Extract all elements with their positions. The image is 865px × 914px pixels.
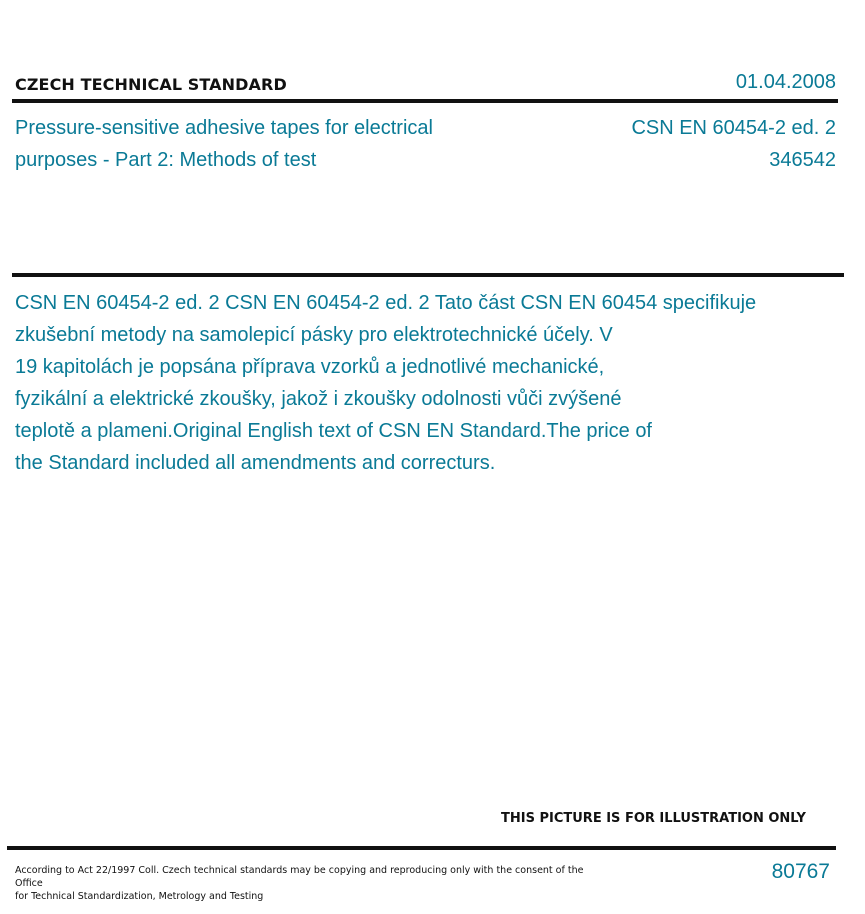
description-line: CSN EN 60454-2 ed. 2 CSN EN 60454-2 ed. 2 Tato část CSN EN 60454 specifikuje bbox=[15, 292, 757, 314]
document-identifiers bbox=[631, 112, 836, 176]
standard-designation: CSN EN 60454-2 ed. 2 bbox=[631, 117, 836, 139]
description-line: 19 kapitolách je popsána příprava vzorků a jednotlivé mechanické, bbox=[15, 356, 605, 378]
legal-notice-line-2: for Technical Standardization, Metrology and Testing bbox=[15, 891, 264, 902]
document-title-line-2: purposes - Part 2: Methods of test bbox=[15, 149, 317, 171]
header-divider bbox=[12, 99, 838, 103]
legal-notice-line-1: According to Act 22/1997 Coll. Czech technical standards may be copying and reproducing only with the consent of the Office bbox=[15, 865, 584, 889]
document-description bbox=[15, 287, 835, 479]
document-title bbox=[15, 112, 495, 176]
section-divider bbox=[12, 273, 844, 277]
description-line: zkušební metody na samolepicí pásky pro elektrotechnické účely. V bbox=[15, 324, 613, 346]
description-line: teplotě a plameni.Original English text of CSN EN Standard.The price of bbox=[15, 420, 652, 442]
publication-date: 01.04.2008 bbox=[735, 71, 836, 93]
footer-divider bbox=[7, 846, 836, 850]
illustration-notice: THIS PICTURE IS FOR ILLUSTRATION ONLY bbox=[501, 811, 806, 826]
legal-notice bbox=[15, 864, 585, 903]
description-line: fyzikální a elektrické zkoušky, jakož i zkoušky odolnosti vůči zvýšené bbox=[15, 388, 622, 410]
catalog-number: 80767 bbox=[771, 860, 830, 883]
description-line: the Standard included all amendments and correcturs. bbox=[15, 452, 496, 474]
standard-type-label: CZECH TECHNICAL STANDARD bbox=[15, 75, 287, 94]
document-title-line-1: Pressure-sensitive adhesive tapes for electrical bbox=[15, 117, 433, 139]
standard-code: 346542 bbox=[769, 149, 836, 171]
